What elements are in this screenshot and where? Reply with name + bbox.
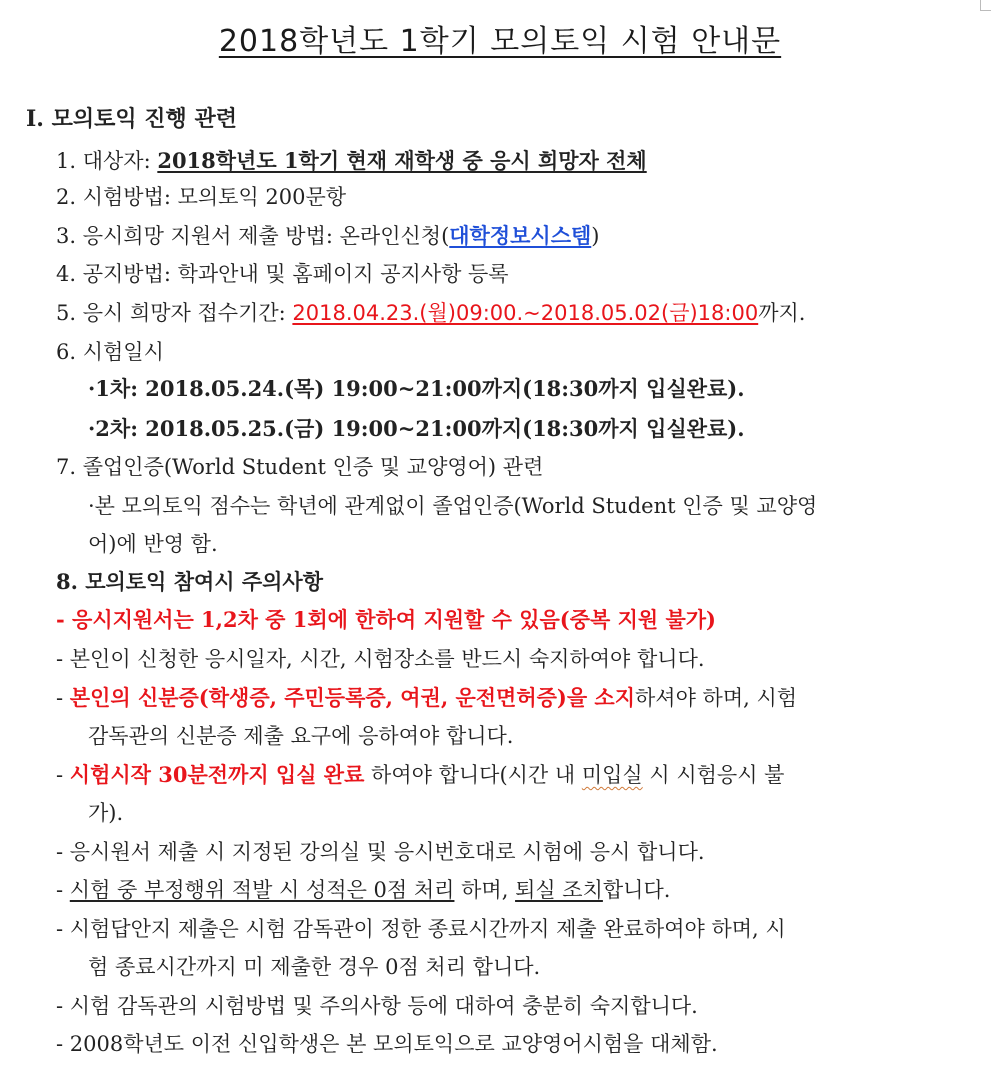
graduation-note-line2: 어)에 반영 함. [88,532,218,556]
note-replacement: - 2008학년도 이전 신입학생은 본 모의토익으로 교양영어시험을 대체함. [56,1032,718,1056]
note-single-application: - 응시지원서는 1,2차 중 1회에 한하여 지원할 수 있음(중복 지원 불가) [56,607,716,632]
note-cheating-penalty: 시험 중 부정행위 적발 시 성적은 0점 처리 [69,878,455,902]
note-id-card-rest: 하셔야 하며, 시험 [635,686,798,710]
note-cheating-dash: - [56,878,70,902]
item-period-suffix: 까지. [758,301,806,325]
note-id-card-emphasis: 본인의 신분증(학생증, 주민등록증, 여권, 운전면허증)을 소지 [69,685,636,710]
page-corner-mark [980,0,991,11]
session-1: ·1차: 2018.05.24.(목) 19:00~21:00까지(18:30까지 입실완료). [88,376,745,401]
item-application-label: 3. 응시희망 지원서 제출 방법: 온라인신청( [56,224,450,248]
note-cheating-mid: 하며, [454,878,516,902]
session-2: ·2차: 2018.05.25.(금) 19:00~21:00까지(18:30까지 입실완료). [88,416,745,441]
note-cheating-removal: 퇴실 조치 [515,878,603,902]
item-notice: 4. 공지방법: 학과안내 및 홈페이지 공지사항 등록 [56,262,509,286]
note-id-card-dash: - [56,686,70,710]
note-check-schedule: - 본인이 신청한 응시일자, 시간, 시험장소를 반드시 숙지하여야 합니다. [56,647,705,671]
item-target-label: 1. 대상자: [56,149,158,173]
note-answer-sheet-line2: 험 종료시간까지 미 제출한 경우 0점 처리 합니다. [88,955,541,979]
note-arrival-rest-a: 하여야 합니다(시간 내 [364,763,582,787]
note-arrival [56,760,784,790]
item-application [56,221,599,251]
note-arrival-rest-b: 시 시험응시 불 [642,763,785,787]
application-period: 2018.04.23.(월)09:00.~2018.05.02(금)18:00 [292,301,759,325]
section-heading: Ⅰ. 모의토익 진행 관련 [26,106,237,132]
item-period-label: 5. 응시 희망자 접수기간: [56,301,293,325]
item-graduation-label: 7. 졸업인증(World Student 인증 및 교양영어) 관련 [56,455,544,479]
item-method: 2. 시험방법: 모의토익 200문항 [56,185,347,209]
note-familiarize: - 시험 감독관의 시험방법 및 주의사항 등에 대하여 충분히 숙지합니다. [56,994,698,1018]
item-application-close: ) [591,224,600,248]
note-id-card [56,683,797,713]
graduation-note-line1: ·본 모의토익 점수는 학년에 관계없이 졸업인증(World Student 인증 및 교양영 [88,494,818,518]
note-arrival-emphasis: 시험시작 30분전까지 입실 완료 [69,762,365,787]
item-period [56,298,805,328]
note-assigned-room: - 응시원서 제출 시 지정된 강의실 및 응시번호대로 시험에 응시 합니다. [56,840,705,864]
university-info-system-link[interactable]: 대학정보시스템 [449,224,592,248]
note-id-card-line2: 감독관의 신분증 제출 요구에 응하여야 합니다. [88,724,514,748]
note-cheating [56,875,670,905]
note-arrival-spellcheck-word: 미입실 [581,763,643,787]
item-precautions-label: 8. 모의토익 참여시 주의사항 [56,569,324,594]
note-answer-sheet-line1: - 시험답안지 제출은 시험 감독관이 정한 종료시간까지 제출 완료하여야 하며, 시 [56,917,786,941]
item-target-value: 2018학년도 1학기 현재 재학생 중 응시 희망자 전체 [157,148,647,173]
note-arrival-dash: - [56,763,70,787]
item-target [56,146,647,176]
note-arrival-line2: 가). [88,801,124,825]
document-title: 2018학년도 1학기 모의토익 시험 안내문 [218,24,782,59]
item-schedule-label: 6. 시험일시 [56,340,164,364]
note-cheating-end: 합니다. [602,878,671,902]
